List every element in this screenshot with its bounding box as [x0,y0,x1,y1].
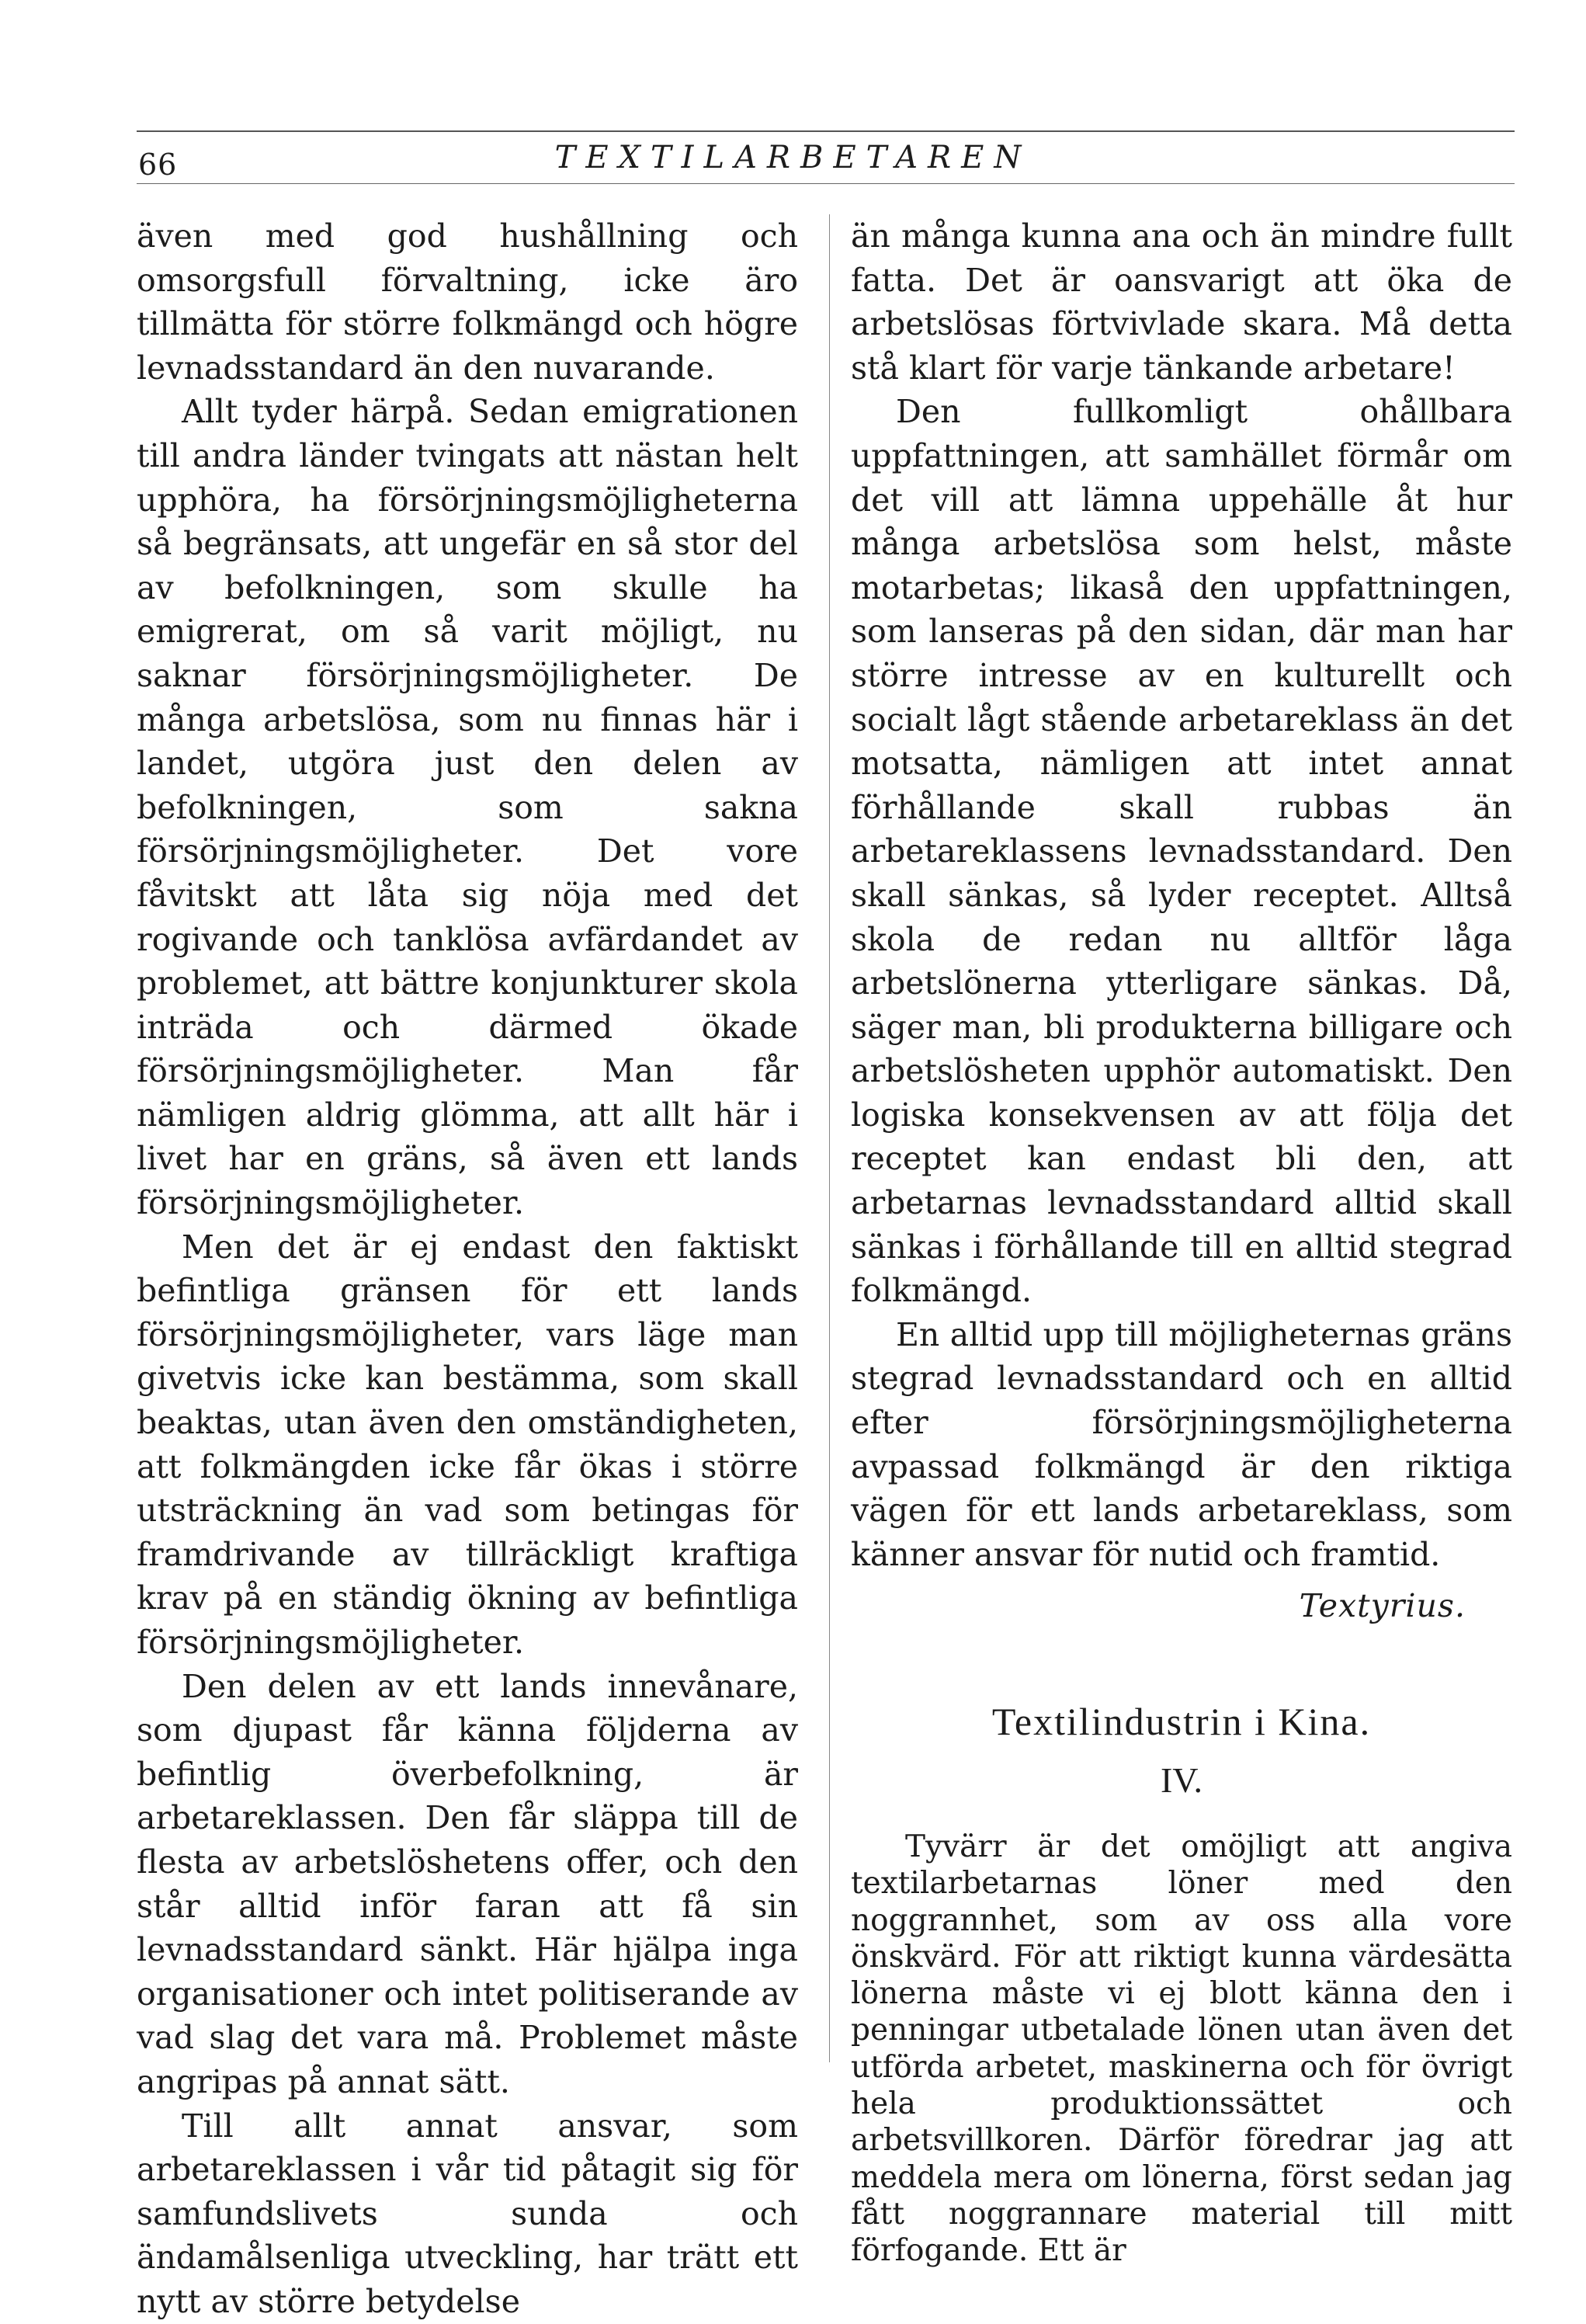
left-column [137,214,798,2324]
paragraph: Till allt annat ansvar, som arbetareklassen i vår tid påtagit sig för samfundslivets sunda och ändamålsenliga utveckling, har trätt ett nytt av större betydelse [137,2107,798,2320]
right-column [851,214,1512,2270]
page-number: 66 [138,148,178,182]
header-top-rule [137,130,1515,132]
paragraph: Den fullkomligt ohållbara uppfattningen, att samhället förmår om det vill att lämna uppehälle åt hur många arbetslösa som helst, måste motarbetas; likaså den uppfattningen, som lanseras på den sidan, där man har större intresse av en kulturellt och socialt lågt stående arbetareklass än det motsatta, nämligen att intet annat förhållande skall rubbas än arbetareklassens levnadsstandard. Den skall sänkas, så lyder receptet. Alltså skola de redan nu alltför låga arbetslönerna ytterligare sänkas. Då, säger man, bli produkterna billigare och arbetslösheten upphör automatiskt. Den logiska konsekvensen av att följa det receptet kan endast bli den, att arbetarnas levnadsstandard alltid skall sänkas i förhållande till en alltid stegrad folkmängd. [851,393,1512,1310]
paragraph: Allt tyder härpå. Sedan emigrationen till andra länder tvingats att nästan helt upphöra, ha försörjningsmöjligheterna så begränsats, att ungefär en så stor del av befolkningen, som skulle ha emigrerat, om så varit möjligt, nu saknar försörjningsmöjligheter. De många arbetslösa, som nu finnas här i landet, utgöra just den delen av befolkningen, som sakna försörjningsmöjligheter. Det vore fåvitskt att låta sig nöja med det rogivande och tanklösa avfärdandet av problemet, att bättre konjunkturer skola inträda och därmed ökade försörjningsmöjligheter. Man får nämligen aldrig glömma, att allt här i livet har en gräns, så även ett lands försörjningsmöjligheter. [137,393,798,1222]
header-bottom-rule [137,183,1515,184]
journal-title: TEXTILARBETAREN [554,140,1032,175]
paragraph: även med god hushållning och omsorgsfull förvaltning, icke äro tillmätta för större folkmängd och högre levnadsstandard än den nuvarande. [137,217,798,387]
paragraph: än många kunna ana och än mindre fullt fatta. Det är oansvarigt att öka de arbetslösas förtvivlade skara. Må detta stå klart för varje tänkande arbetare! [851,217,1512,387]
column-divider [829,214,830,2062]
paragraph: En alltid upp till möjligheternas gräns stegrad levnadsstandard och en alltid efter försörjningsmöjligheterna avpassad folkmängd är den riktiga vägen för ett lands arbetareklass, som känner ansvar för nutid och framtid. [851,1315,1512,1573]
article-body: Tyvärr är det omöjligt att angiva textilarbetarnas löner med den noggrannhet, som av oss alla vore önskvärd. För att riktigt kunna värdesätta lönerna måste vi ej blott känna den i penningar utbetalade lönen utan även det utförda arbetet, maskinerna och för övrigt hela produktionssättet och arbetsvillkoren. Därför föredrar jag att meddela mera om lönerna, först sedan jag fått noggrannare material till mitt förfogande. Ett är [851,1829,1512,2269]
article-title: Textilindustrin i Kina. [991,1700,1372,1743]
article-part-number: IV. [1160,1760,1203,1800]
paragraph: Men det är ej endast den faktiskt befintliga gränsen för ett lands försörjningsmöjligheter, vars läge man givetvis icke kan bestämma, som skall beaktas, utan även den omständigheten, att folkmängden icke får ökas i större utsträckning än vad som betingas för framdrivande av tillräckligt kraftiga krav på en ständig ökning av befintliga försörjningsmöjligheter. [137,1228,798,1661]
paragraph: Den delen av ett lands innevånare, som djupast får känna följderna av befintlig överbefolkning, är arbetareklassen. Den får släppa till de flesta av arbetslöshetens offer, och den står alltid inför faran att få sin levnadsstandard sänkt. Här hjälpa inga organisationer och intet politiserande av vad slag det vara må. Problemet måste angripas på annat sätt. [137,1667,798,2100]
signature: Textyrius. [1299,1587,1466,1625]
